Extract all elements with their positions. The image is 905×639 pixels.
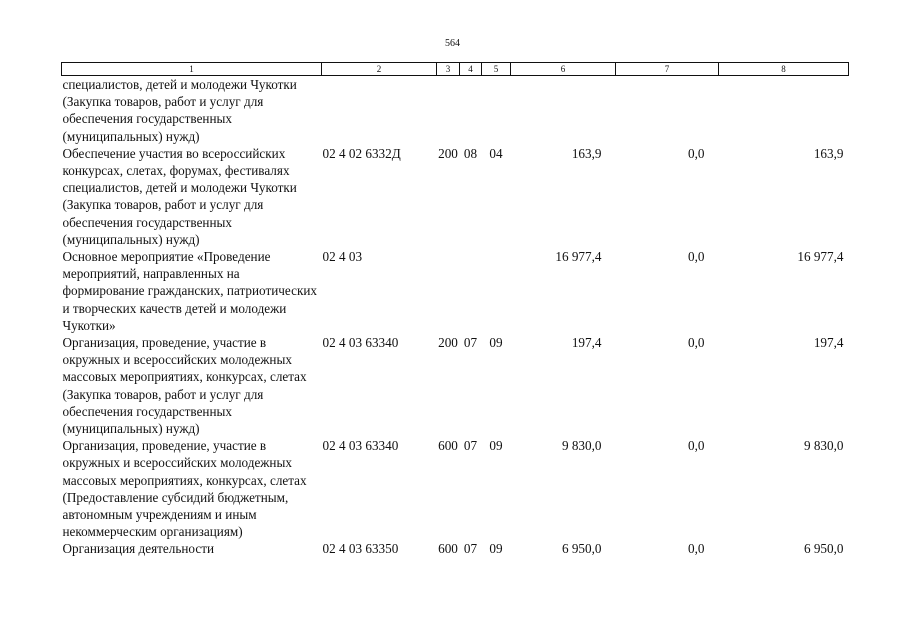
column-number-row [62,63,849,76]
row-value-7: 0,0 [688,145,705,161]
table-row [62,334,849,437]
row-name: Обеспечение участия во всероссийских конкурсах, слетах, форумах, фестивалях специалистов, детей и молодежи Чукотки (Закупка товаров, работ и услуг для обеспечения государственных (муниципальных) нужд) [62,145,297,247]
row-rz: 07 [463,541,478,557]
row-pr [482,76,511,145]
table-row [62,248,849,334]
row-value-7 [616,76,719,145]
row-code: 02 4 03 63340 [322,438,399,454]
column-header-3: 3 [437,63,460,76]
row-code [322,76,437,145]
row-value-8: 163,9 [813,145,844,161]
row-vr: 200 [438,335,458,351]
row-rz: 08 [463,145,478,161]
row-vr [437,76,460,145]
row-value-8 [719,76,849,145]
row-name: Организация, проведение, участие в окружных и всероссийских молодежных массовых мероприятиях, конкурсах, слетах (Закупка товаров, работ и услуг для обеспечения государственных (муниципальных) нужд) [62,335,307,437]
row-value-7: 0,0 [688,249,705,265]
row-vr [437,248,460,334]
column-header-1: 1 [62,63,322,76]
row-value-6: 9 830,0 [561,438,602,454]
row-value-7: 0,0 [688,335,705,351]
row-value-8: 9 830,0 [803,438,844,454]
row-name: Основное мероприятие «Проведение мероприятий, направленных на формирование гражданских, патриотических и творческих качеств детей и молодежи Чукотки» [62,249,317,333]
table-row [62,540,849,557]
row-pr [482,248,511,334]
row-pr: 04 [489,145,503,161]
row-vr: 200 [438,145,458,161]
table-row [62,437,849,540]
row-vr: 600 [438,438,458,454]
row-code: 02 4 03 63340 [322,335,399,351]
row-value-6: 197,4 [571,335,602,351]
column-header-8: 8 [719,63,849,76]
row-value-8: 197,4 [813,335,844,351]
row-rz: 07 [463,335,478,351]
row-value-8: 6 950,0 [803,541,844,557]
row-value-7: 0,0 [688,438,705,454]
row-value-6: 6 950,0 [561,541,602,557]
table-row [62,76,849,145]
row-value-7: 0,0 [688,541,705,557]
column-header-7: 7 [616,63,719,76]
row-value-8: 16 977,4 [797,249,844,265]
row-rz [460,248,482,334]
row-pr: 09 [489,541,503,557]
row-code: 02 4 03 [322,249,363,265]
row-rz [460,76,482,145]
row-name: Организация деятельности [62,541,215,557]
row-rz: 07 [463,438,478,454]
column-header-4: 4 [460,63,482,76]
page-number: 564 [445,38,460,49]
row-value-6 [511,76,616,145]
row-pr: 09 [489,438,503,454]
column-header-6: 6 [511,63,616,76]
table-row [62,145,849,248]
row-vr: 600 [438,541,458,557]
row-value-6: 16 977,4 [555,249,602,265]
column-header-2: 2 [322,63,437,76]
column-header-5: 5 [482,63,511,76]
row-pr: 09 [489,335,503,351]
budget-table [61,62,849,558]
row-value-6: 163,9 [571,145,602,161]
row-name: Организация, проведение, участие в окружных и всероссийских молодежных массовых мероприятиях, конкурсах, слетах (Предоставление субсидий бюджетным, автономным учреждениям и иным некоммерческим организациям) [62,438,307,540]
row-code: 02 4 02 6332Д [322,145,401,161]
row-name: специалистов, детей и молодежи Чукотки (Закупка товаров, работ и услуг для обеспечения государственных (муниципальных) нужд) [62,77,297,144]
row-code: 02 4 03 63350 [322,541,399,557]
